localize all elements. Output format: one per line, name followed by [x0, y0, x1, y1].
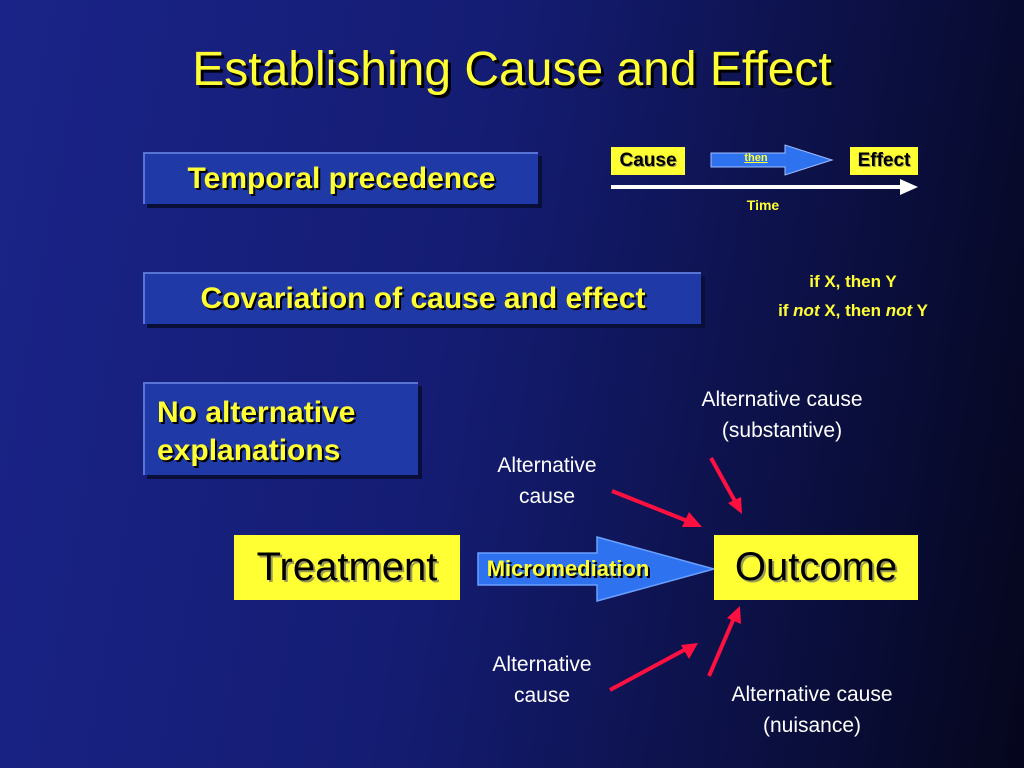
timeline-time-label: Time: [746, 197, 780, 213]
rule-if: if: [778, 301, 794, 320]
criterion-covariation-label: Covariation of cause and effect: [200, 282, 646, 315]
timeline-effect-box: [850, 147, 918, 175]
timeline-then-label: then: [744, 152, 768, 164]
timeline-cause-label: Cause: [619, 150, 677, 171]
alt-cause-lower-label: [462, 649, 622, 711]
rule-mid: X, then: [819, 301, 886, 320]
alt-substantive-line2: (substantive): [721, 419, 843, 442]
covariation-rule-line2: [733, 301, 973, 321]
alt-nuisance-arrow: [709, 606, 741, 676]
rule-not-1: not: [793, 301, 820, 320]
rule-not-2: not: [885, 301, 913, 320]
alt-cause-lower-line2: cause: [513, 684, 571, 707]
alt-nuisance-line2: (nuisance): [762, 714, 862, 737]
alt-nuisance-line1: Alternative cause: [731, 683, 893, 706]
alt-substantive-arrow: [711, 458, 742, 514]
slide-title: Establishing Cause and Effect: [192, 43, 832, 96]
timeline-cause-box: [611, 147, 685, 175]
criterion-temporal-label: Temporal precedence: [187, 162, 496, 195]
outcome-box: [714, 535, 918, 600]
covariation-rule-line1: if X, then Y: [809, 272, 897, 291]
alt-cause-lower-line1: Alternative: [492, 653, 592, 676]
alt-cause-upper-line2: cause: [518, 485, 576, 508]
treatment-box: [234, 535, 460, 600]
outcome-label: Outcome: [734, 545, 898, 589]
treatment-label: Treatment: [256, 545, 438, 589]
timeline-effect-label: Effect: [857, 150, 911, 171]
alt-cause-upper-label: [467, 450, 627, 512]
alt-cause-lower-arrow: [610, 643, 698, 690]
criterion-no-alternative-line2: explanations: [157, 434, 341, 467]
alt-cause-nuisance-label: [692, 679, 932, 741]
alt-substantive-line1: Alternative cause: [701, 388, 863, 411]
criterion-no-alternative-line1: No alternative: [157, 396, 356, 429]
micromediation-label: Micromediation: [486, 556, 650, 581]
time-axis-arrowhead: [900, 179, 918, 195]
alt-cause-upper-line1: Alternative: [497, 454, 597, 477]
rule-end: Y: [912, 301, 928, 320]
alt-cause-substantive-label: [662, 384, 902, 446]
